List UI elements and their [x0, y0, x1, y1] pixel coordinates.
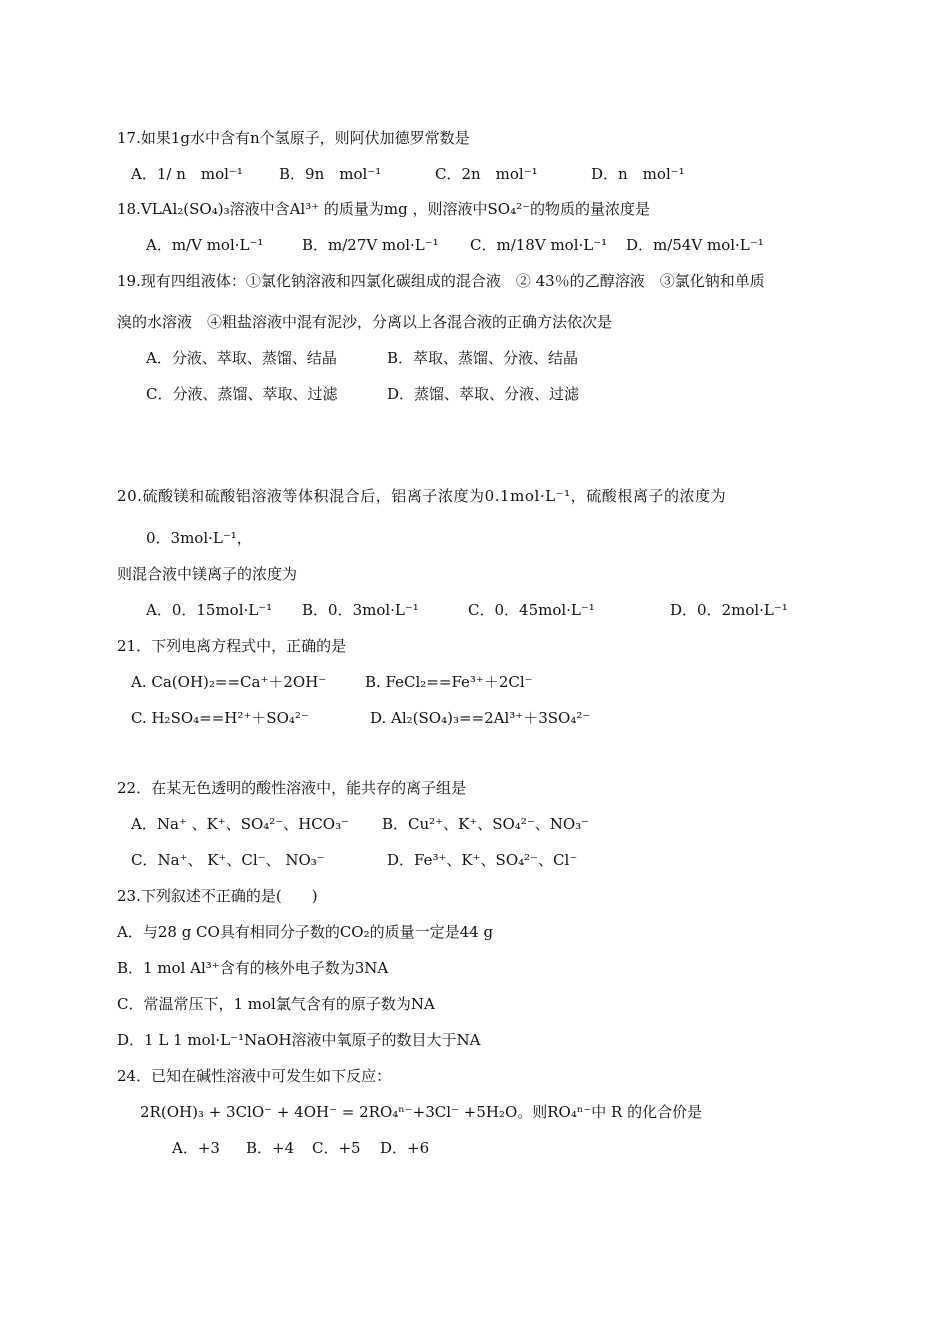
option-b: B．+4 — [246, 1139, 295, 1157]
option-c: C. H₂SO₄==H²⁺＋SO₄²⁻ — [131, 709, 309, 727]
option-a: A．m/V mol·L⁻¹ — [146, 236, 264, 254]
option-b: B．Cu²⁺、K⁺、SO₄²⁻、NO₃⁻ — [382, 815, 590, 833]
option-d: D．n mol⁻¹ — [591, 165, 685, 183]
question-23-option-b: B．1 mol Al³⁺含有的核外电子数为3NA — [117, 959, 389, 977]
question-17-options — [131, 164, 685, 184]
option-b: B．9n mol⁻¹ — [279, 165, 382, 183]
option-b: B. FeCl₂==Fe³⁺＋2Cl⁻ — [365, 673, 533, 691]
question-23-option-d: D．1 L 1 mol·L⁻¹NaOH溶液中氧原子的数目大于NA — [117, 1031, 481, 1049]
option-a: A．+3 — [172, 1139, 220, 1157]
option-c: C．m/18V mol·L⁻¹ — [470, 236, 608, 254]
option-d: D．m/54V mol·L⁻¹ — [626, 236, 764, 254]
question-22-stem: 22．在某无色透明的酸性溶液中，能共存的离子组是 — [117, 779, 467, 797]
option-d: D．蒸馏、萃取、分液、过滤 — [387, 385, 580, 403]
option-a: A. Ca(OH)₂==Ca⁺＋2OH⁻ — [131, 673, 327, 691]
option-d: D．Fe³⁺、K⁺、SO₄²⁻、Cl⁻ — [387, 851, 578, 869]
question-21-options-row2 — [131, 708, 590, 728]
question-19-options-row2 — [146, 384, 579, 404]
option-a: A．分液、萃取、蒸馏、结晶 — [146, 349, 337, 367]
option-b: B．0．3mol·L⁻¹ — [302, 601, 419, 619]
question-23-option-c: C．常温常压下，1 mol氯气含有的原子数为NA — [117, 995, 435, 1013]
question-24-options — [172, 1138, 429, 1158]
option-c: C．+5 — [312, 1139, 361, 1157]
option-b: B．萃取、蒸馏、分液、结晶 — [387, 349, 579, 367]
question-23-stem: 23.下列叙述不正确的是( ) — [117, 887, 318, 905]
question-24-equation: 2R(OH)₃ + 3ClO⁻ + 4OH⁻ = 2RO₄ⁿ⁻+3Cl⁻ +5H₂O。则RO₄ⁿ⁻中 R 的化合价是 — [140, 1103, 703, 1121]
option-c: C．2n mol⁻¹ — [435, 165, 538, 183]
question-21-stem: 21．下列电离方程式中，正确的是 — [117, 637, 347, 655]
option-c: C．0．45mol·L⁻¹ — [468, 601, 595, 619]
question-20-stem-line1: 20.硫酸镁和硫酸铝溶液等体积混合后，铝离子浓度为0.1mol·L⁻¹，硫酸根离子的浓度为 — [117, 487, 727, 505]
option-b: B．m/27V mol·L⁻¹ — [302, 236, 439, 254]
question-21-options-row1 — [131, 672, 533, 692]
option-d: D. Al₂(SO₄)₃==2Al³⁺＋3SO₄²⁻ — [370, 709, 591, 727]
question-23-option-a: A．与28 g CO具有相同分子数的CO₂的质量一定是44 g — [117, 923, 494, 941]
option-a: A．1/ n mol⁻¹ — [131, 165, 243, 183]
question-20-stem-line3: 则混合液中镁离子的浓度为 — [117, 565, 298, 583]
question-18-stem: 18.VLAl₂(SO₄)₃溶液中含Al³⁺ 的质量为mg ，则溶液中SO₄²⁻的物质的量浓度是 — [117, 200, 651, 218]
question-22-options-row1 — [131, 814, 589, 834]
question-19-stem-line1: 19.现有四组液体：①氯化钠溶液和四氯化碳组成的混合液 ② 43％的乙醇溶液 ③氯化钠和单质 — [117, 272, 765, 290]
question-17-stem: 17.如果1g水中含有n个氢原子，则阿伏加德罗常数是 — [117, 129, 470, 147]
question-22-options-row2 — [131, 850, 577, 870]
option-c: C．Na⁺、 K⁺、Cl⁻、 NO₃⁻ — [131, 851, 325, 869]
question-19-options-row1 — [146, 348, 578, 368]
question-18-options — [146, 235, 764, 255]
option-d: D．0．2mol·L⁻¹ — [670, 601, 788, 619]
question-20-stem-line2: 0．3mol·L⁻¹， — [146, 529, 252, 547]
option-c: C．分液、蒸馏、萃取、过滤 — [146, 385, 338, 403]
question-20-options — [146, 600, 788, 620]
option-a: A．0．15mol·L⁻¹ — [146, 601, 273, 619]
question-19-stem-line2: 溴的水溶液 ④粗盐溶液中混有泥沙，分离以上各混合液的正确方法依次是 — [117, 313, 613, 331]
option-d: D．+6 — [380, 1139, 430, 1157]
question-24-stem: 24．已知在碱性溶液中可发生如下反应： — [117, 1067, 392, 1085]
option-a: A．Na⁺ 、K⁺、SO₄²⁻、HCO₃⁻ — [131, 815, 350, 833]
